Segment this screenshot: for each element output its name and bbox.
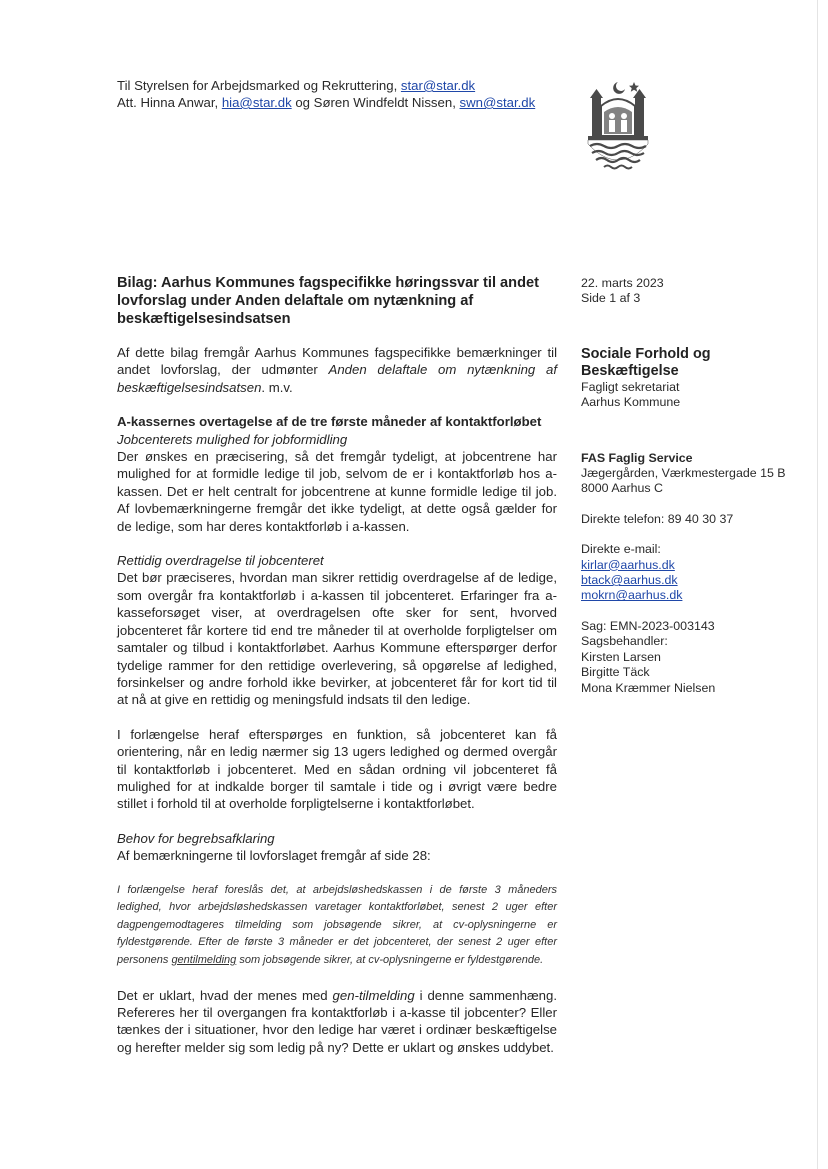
department-name: Sociale Forhold og Beskæftigelse	[581, 345, 711, 379]
paragraph-jobformidling: Der ønskes en præcisering, så det fremgår tydeligt, at jobcentrene har mulighed for at formidle ledige til job, selvom de er i kontaktforløb hos a-kassen. Det er helt centralt for jobcentrene at kunne formidle ledige til job. Af lovbemærkningerne fremgår det ikke tydeligt, at dette også gælder for de ledige, som har deres kontaktforløb i a-kassen.	[117, 449, 557, 534]
email-link-swn[interactable]: swn@star.dk	[459, 95, 536, 110]
page-number: Side 1 af 3	[581, 291, 641, 306]
recipient-block	[117, 77, 535, 111]
main-content	[117, 344, 557, 1073]
date: 22. marts 2023	[581, 276, 664, 290]
intro-paragraph: Af dette bilag fremgår Aarhus Kommunes fagspecifikke bemærkninger til andet lovforslag, der udmønter Anden delaftale om nytænkning af beskæftigelsesindsatsen. m.v.	[117, 345, 557, 395]
service-name: FAS Faglig Service	[581, 450, 693, 465]
email-link-hia[interactable]: hia@star.dk	[221, 95, 292, 110]
handler-name: Birgitte Täck	[581, 665, 650, 680]
quote-underlined-term: gentilmelding	[171, 953, 237, 966]
email-link-mokrn[interactable]: mokrn@aarhus.dk	[581, 588, 683, 603]
handler-name: Mona Kræmmer Nielsen	[581, 680, 716, 695]
phone: Direkte telefon: 89 40 30 37	[581, 511, 734, 526]
sidebar-info	[581, 276, 796, 696]
recipient-text: og Søren Windfeldt Nissen,	[291, 95, 460, 110]
paragraph-gentilmelding: Det er uklart, hvad der menes med gen-tilmelding i denne sammenhæng. Refereres her til overgangen fra kontaktforløb i a-kasse til jobcenter? Eller tænkes der i situationer, hvor den ledige har været i ordinær beskæftigelse og herefter melder sig som ledig på ny? Dette er uklart og ønskes uddybet.	[117, 987, 557, 1055]
section-heading: A-kassernes overtagelse af de tre første måneder af kontaktforløbet	[117, 414, 542, 430]
subheading-begrebsafklaring: Behov for begrebsafklaring	[117, 830, 275, 846]
handler-label: Sagsbehandler:	[581, 634, 668, 649]
email-link-kirlar[interactable]: kirlar@aarhus.dk	[581, 557, 675, 572]
paragraph-orientering: I forlængelse heraf efterspørges en funktion, så jobcenteret kan få orientering, når en ledig nærmer sig 13 ugers ledighed og dermed overgår til kontaktforløb i jobcenteret. Med en sådan ordning vil jobcenteret få mulighed for at indkalde borger til samtale i tide og i øvrigt være bedre stillet i forhold til at overholde forpligtelserne i kontaktforløbet.	[117, 726, 557, 812]
intro-italic: Anden delaftale om nytænkning af beskæftigelsesindsatsen	[117, 362, 557, 395]
case-number: Sag: EMN-2023-003143	[581, 618, 715, 633]
email-label: Direkte e-mail:	[581, 542, 661, 557]
recipient-line-1	[117, 77, 535, 94]
recipient-text: Til Styrelsen for Arbejdsmarked og Rekruttering,	[117, 78, 401, 93]
address-line-2: 8000 Aarhus C	[581, 481, 663, 496]
paragraph-overdragelse: Det bør præciseres, hvordan man sikrer rettidig overdragelse af de ledige, som overgår fra kontaktforløb i a-kassen til jobcenteret. Erfaringer fra a-kasseforsøget viser, at overdragelsen ofte sker for sent, hvorved jobcenteret får kortere tid end tre måneder til at overholde forpligtelser om samtaler og tilbud i kontaktforløbet. Aarhus Kommune efterspørger derfor tydelige rammer for den rettidige overlevering, så opgørelse af ledighed, forsinkelser og andre forhold ikke bevirker, at jobcenteret får for kort tid til at nå at give en rettidig og meningsfuld indsats til den ledige.	[117, 570, 557, 708]
subheading-overdragelse: Rettidig overdragelse til jobcenteret	[117, 553, 324, 569]
quoted-excerpt: I forlængelse heraf foreslås det, at arbejdsløshedskassen i de første 3 måneders ledighed, hvor arbejdsløshedskassen varetager kontaktforløbet, senest 2 uger efter dagpengemodtageres tilmelding som jobsøgende sikrer, at cv-oplysningerne er fyldestgørende. Efter de første 3 måneder er det jobcenteret, der senest 2 uger efter personens gentilmelding som jobsøgende sikrer, at cv-oplysningerne er fyldestgørende.	[117, 883, 557, 966]
address-line-1: Jægergården, Værkmestergade 15 B	[581, 466, 786, 481]
page-edge-line	[817, 0, 818, 1169]
email-link-btack[interactable]: btack@aarhus.dk	[581, 573, 678, 588]
recipient-text: Att. Hinna Anwar,	[117, 95, 222, 110]
email-link-star[interactable]: star@star.dk	[400, 78, 476, 93]
document-title: Bilag: Aarhus Kommunes fagspecifikke høringssvar til andet lovforslag under Anden delaftale om nytænkning af beskæftigelsesindsatsen	[117, 275, 539, 327]
recipient-line-2	[117, 94, 535, 111]
organisation-name: Aarhus Kommune	[581, 395, 681, 410]
aarhus-crest-logo	[582, 78, 654, 176]
handler-name: Kirsten Larsen	[581, 649, 661, 664]
paragraph-bemaerkninger: Af bemærkningerne til lovforslaget fremgår af side 28:	[117, 848, 431, 864]
unit-name: Fagligt sekretariat	[581, 379, 680, 394]
italic-term: gen-tilmelding	[332, 987, 415, 1003]
subheading-jobformidling: Jobcenterets mulighed for jobformidling	[117, 431, 348, 447]
